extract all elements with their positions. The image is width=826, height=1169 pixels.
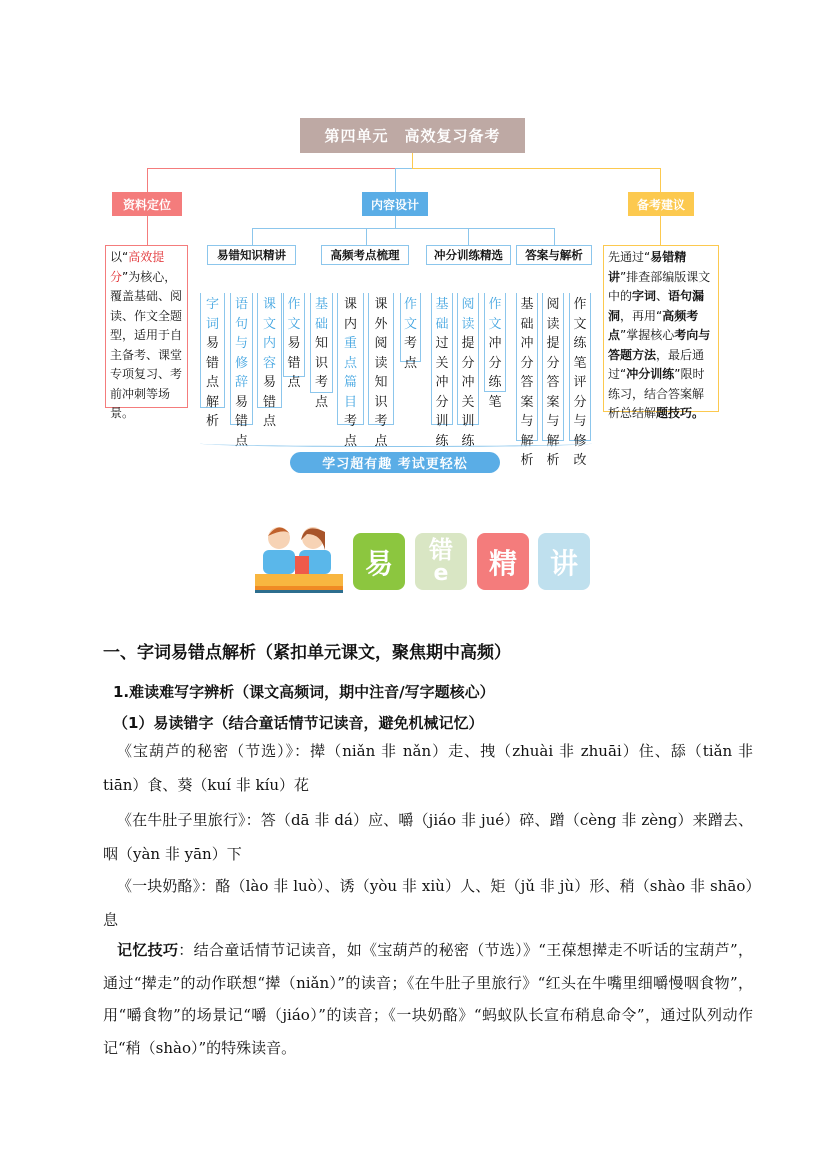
paragraph-baohulu: 《宝葫芦的秘密（节选）》：撵（niǎn 非 nǎn）走、拽（zhuài 非 zhuāi）住、舔（tiǎn 非 tiān）食、葵（kuí 非 kíu）花 [103,742,753,794]
connector [252,228,555,229]
bold-text: 易错精讲 [608,250,687,284]
connector [147,168,395,169]
diagram-column [542,293,564,468]
column-text: 易错点 [262,375,276,429]
text: ”掌握核心 [620,328,675,342]
category-positioning: 资料定位 [112,192,182,216]
column-text: 基础 [314,297,328,332]
category-content-design: 内容设计 [362,192,428,216]
paragraph-niudu: 《在牛肚子里旅行》：答（dā 非 dá）应、嚼（jiáo 非 jué）碎、蹭（cèng 非 zèng）来蹭去、咽（yàn 非 yān）下 [103,811,753,863]
category-suggestions: 备考建议 [628,192,694,216]
suggestions-text-box [603,245,719,420]
slogan-banner: 学习超有趣 考试更轻松 [290,452,500,473]
bold-text: 字词 [632,289,657,303]
diagram-column [283,293,305,390]
column-text: 课文内容 [262,297,276,371]
tile-cuo [415,533,467,590]
connector [412,153,413,168]
diagram-title: 第四单元 高效复习备考 [300,118,525,153]
tile-jing: 精 [477,533,529,590]
tile-jiang: 讲 [538,533,590,590]
connector [660,168,661,192]
memory-tip-paragraph [103,934,753,1064]
sub-training: 冲分训练精选 [426,245,511,265]
column-text: 重点篇目 [343,336,357,410]
bold-text: 冲分训练 [626,367,675,381]
column-text: 作文 [403,297,417,332]
diagram-column [431,293,453,449]
diagram-column [337,293,364,449]
subsubsection-heading: （1）易读错字（结合童话情节记读音，避免机械记忆） [113,714,484,732]
column-text: 作文 [287,297,301,332]
column-text: 课外阅读知识考点 [374,297,388,449]
bold-text: 高频考点 [608,308,699,342]
text: ”排查部编版课文中的 [608,269,711,303]
text: ，再用“ [620,308,663,323]
tile-letter: e [433,560,449,586]
text: ，最后通过“ [608,347,705,381]
connector [395,216,396,228]
diagram-column [484,293,506,410]
column-text: 基础冲分答案与解析 [520,297,534,468]
tip-text: ：结合童话情节记读音，如《宝葫芦的秘密（节选）》“王葆想撵走不听话的宝葫芦”，通过“撵走”的动作联想“撵（niǎn）”的读音；《在牛肚子里旅行》“红头在牛嘴里细嚼慢咽食物”，用“嚼食物”的场景记“嚼（jiáo）”的读音；《一块奶酪》“蚂蚁队长宣布稍息命令”，通过队列动作记“稍（shào）”的特殊读音。 [103,941,753,1057]
column-text: 考点 [343,414,357,449]
subsection-heading: 1.难读难写字辨析（课文高频词，期中注音/写字题核心） [113,683,495,701]
column-text: 基础 [435,297,449,332]
text: ”为核心，覆盖基础、阅读、作文全题型，适用于自主备考、课堂专项复习、考前冲刺等场景。 [110,269,183,420]
column-text: 易错点 [234,394,248,449]
column-text: 作文 [488,297,502,332]
connector [147,216,148,245]
bold-text: 语句漏洞 [608,289,705,323]
bracket [200,440,592,447]
tile-char: 错 [429,535,453,564]
sub-answers: 答案与解析 [516,245,592,265]
diagram-column [569,293,591,468]
diagram-column [310,293,333,410]
column-text: 语句与修辞 [234,297,248,390]
connector [252,228,253,245]
text: ”限时练习，结合答案解析总结解 [608,367,705,420]
column-text: 易错点 [287,336,301,390]
column-text: 课内 [343,297,357,332]
column-text: 知识考点 [314,336,328,410]
connector [660,216,661,245]
connector [395,168,412,169]
connector [412,168,660,169]
bold-text: 题技巧。 [656,406,705,420]
students-reading-illustration [255,520,343,595]
column-text: 提分冲关训练 [461,336,475,449]
section-heading: 一、字词易错点解析（紧扣单元课文，聚焦期中高频） [103,643,511,663]
diagram-column [257,293,282,429]
diagram-column [457,293,479,449]
text: 先通过“ [608,250,651,264]
diagram-column [516,293,538,468]
connector [366,228,367,245]
diagram-column [368,293,394,449]
column-text: 过关冲分训练 [435,336,449,449]
column-text: 冲分练笔 [488,336,502,410]
text: 、 [656,289,669,303]
tile-yi: 易 [353,533,405,590]
sub-error-lecture: 易错知识精讲 [207,245,296,265]
diagram-column [230,293,253,449]
bold-text: 考向与答题方法 [608,328,711,362]
column-text: 考点 [403,336,417,371]
connector [468,228,469,245]
text: 以“ [110,250,129,264]
paragraph-nailao: 《一块奶酪》：酪（lào 非 luò）、诱（yòu 非 xiù）人、矩（jǔ 非 jù）形、稍（shào 非 shāo）息 [103,877,753,929]
connector [554,228,555,245]
tip-label: 记忆技巧 [117,941,179,959]
sub-key-points: 高频考点梳理 [321,245,409,265]
diagram-column [200,293,225,429]
positioning-text-box [105,245,188,420]
connector [147,168,148,192]
column-text: 易错点解析 [205,336,219,429]
column-text: 阅读提分答案与解析 [546,297,560,468]
diagram-column [400,293,421,371]
column-text: 作文练笔评分与修改 [573,297,587,468]
column-text: 字词 [205,297,219,332]
highlight-text: 高效提分 [110,250,165,284]
connector [395,168,396,192]
column-text: 阅读 [461,297,475,332]
